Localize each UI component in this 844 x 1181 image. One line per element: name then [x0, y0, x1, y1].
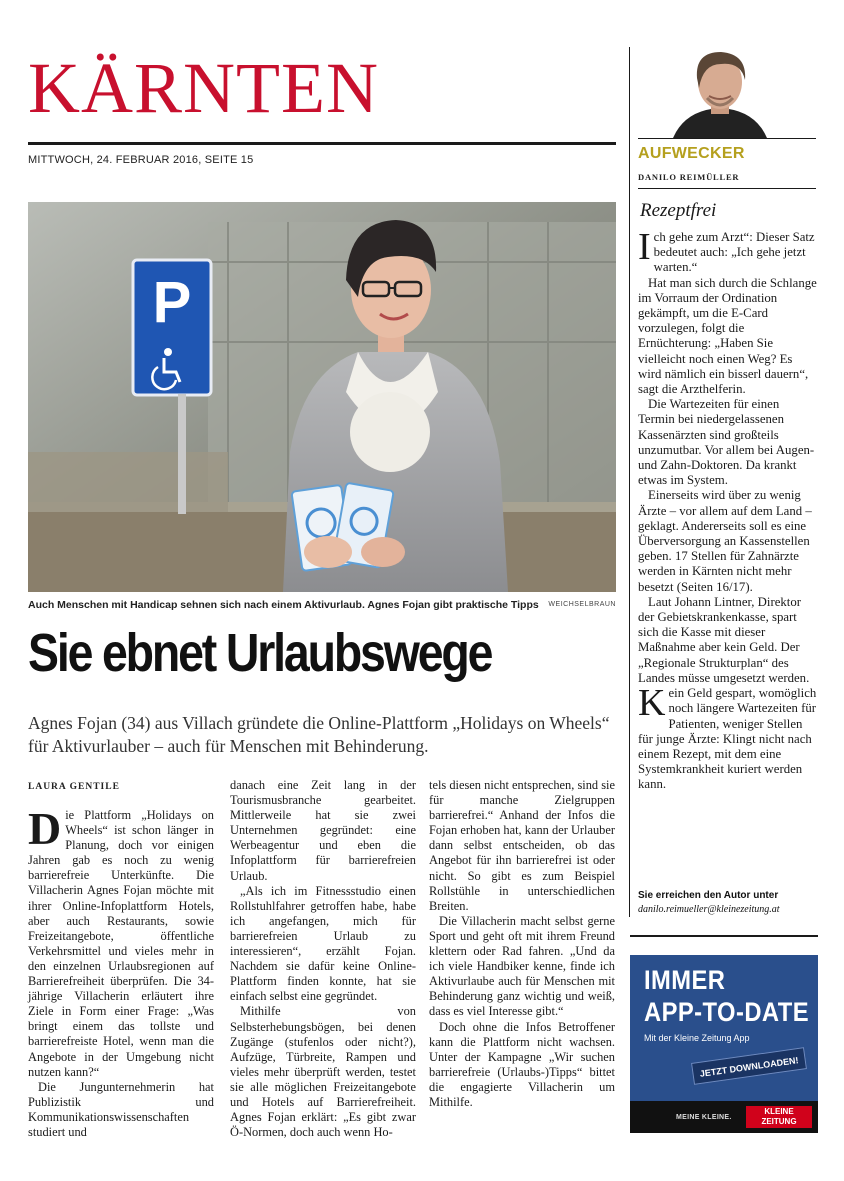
- ad-headline-2: APP-TO-DATE: [644, 997, 809, 1027]
- article-paragraph: Die Villacherin macht selbst gerne Sport und geht oft mit ihrem Freund klettern oder Rad fahren. „Und da ich viele Handbiker kenne, finde ich Aktivurlaube auch für Menschen mit Behinderung ganz wichtig und weiß, dass es viel Interesse gibt.“: [429, 913, 615, 1019]
- sidebar-closing-dropcap: K: [638, 682, 666, 725]
- article-lead: Agnes Fojan (34) aus Villach gründete die Online-Plattform „Holidays on Wheels“ für Aktivurlauber – auch für Menschen mit Behinderung.: [28, 713, 610, 756]
- app-advertisement[interactable]: [630, 955, 818, 1133]
- sidebar-body: [638, 226, 818, 793]
- article-paragraph: Doch ohne die Infos Betroffener kann die Plattform nicht wachsen. Unter der Kampagne „Wir suchen barrierefreie (Urlaubs-)Tipps“ bittet die engagierte Villacherin um Mithilfe.: [429, 1019, 615, 1109]
- article-paragraph: Die Plattform „Holidays on Wheels“ ist schon länger in Planung, doch vor einigen Jahren gab es noch zu wenig barrierefreie Unterkünfte. Die Villacherin Agnes Fojan möchte mit ihrer Online-Infoplattform Hotels, aber auch Restaurants, sowie Freizeitangebote, öffentliche Verkehrsmittel und vieles mehr in den einzelnen Urlaubsregionen auf Barrierefreiheit überprüfen. Die 34-jährige Villacherin erläutert ihre Ziele in Form einer Frage: „Was bringt einem das tollste und barrierefreiste Hotel, wenn man die Angebote in der Umgebung nicht nutzen kann?“: [28, 803, 214, 1079]
- article-paragraph: „Als ich im Fitnessstudio einen Rollstuhlfahrer getroffen habe, habe ich angefangen, mich für barrierefreien Urlaub zu interessieren“, erzählt Fojan. Nachdem sie dafür keine Online-Plattform finden konnte, hat sie einfach selbst eine gegründet.: [230, 883, 416, 1004]
- sidebar-paragraph: Einerseits wird über zu wenig Ärzte – vor allem auf dem Land – geklagt. Andererseits soll es eine Überversorgung an Kassenstellen geben. 17 Stellen für Zahnärzte werden in Kärnten nicht mehr besetzt (Seiten 16/17).: [638, 488, 812, 594]
- photo-credit: WEICHSELBRAUN: [548, 601, 616, 608]
- portrait-illustration: [665, 48, 775, 138]
- sidebar-paragraph: Ich gehe zum Arzt“: Dieser Satz bedeutet auch: „Ich gehe jetzt warten.“: [638, 226, 815, 275]
- masthead-rule: [28, 142, 616, 145]
- sidebar-paragraph: Kein Geld gespart, womöglich noch längere Wartezeiten für Patienten, weniger Stellen für junge Ärzte: Klingt nicht nach einem Rezept, mit dem eine Systemkrankheit kuriert werden kann.: [638, 682, 817, 792]
- photo-illustration: [28, 202, 616, 592]
- logo-line-1: KLEINE: [764, 1107, 794, 1116]
- masthead: KÄRNTEN: [28, 48, 379, 128]
- article-paragraph: danach eine Zeit lang in der Tourismusbranche gearbeitet. Mittlerweile hat sie zwei Unternehmen gegründet: eine Werbeagentur und eben die Infoplattform für barrierefreien Urlaub.: [230, 778, 416, 883]
- parking-sign-letter: P: [152, 270, 192, 335]
- article-paragraph: Mithilfe von Selbsterhebungsbögen, bei denen Zugänge (stufenlos oder nicht?), Aufzüge, Türbreite, Rampen und vieles mehr überprüft werden, testet sie alle möglichen Freizeitangebote und Hotels auf Barrierefreiheit. Agnes Fojan erklärt: „Es gibt zwar Ö-Normen, doch auch wenn Ho-: [230, 1004, 416, 1140]
- article-dropcap: D: [28, 803, 62, 854]
- article-column-2: [230, 778, 416, 1140]
- ad-subline: Mit der Kleine Zeitung App: [644, 1033, 750, 1043]
- dateline: MITTWOCH, 24. FEBRUAR 2016, SEITE 15: [28, 154, 254, 166]
- logo-line-2: ZEITUNG: [761, 1117, 797, 1126]
- sidebar-rule: [638, 138, 816, 139]
- sidebar-title: Rezeptfrei: [640, 200, 717, 221]
- sidebar-rule: [630, 935, 818, 937]
- ad-download-button[interactable]: JETZT DOWNLOADEN!: [691, 1047, 807, 1085]
- sidebar-dropcap: I: [638, 226, 651, 268]
- article-paragraph: tels diesen nicht entsprechen, sind sie für manche Zielgruppen barrierefrei.“ Anhand der Infos die Fojan erhoben hat, kann der Urlauber dann selbst entscheiden, ob das Angebot für ihn barrierefrei ist oder nicht. So gibt es zum Beispiel Rollstühle in unterschiedlichen Breiten.: [429, 778, 615, 913]
- sidebar-paragraph: Die Wartezeiten für einen Termin bei niedergelassenen Kassenärzten sind großteils unzumutbar. Vor allem bei Augen- und Zahn-Doktoren. Da krankt etwas im System.: [638, 397, 815, 488]
- article-author: LAURA GENTILE: [28, 782, 120, 792]
- article-paragraph: Die Jungunternehmerin hat Publizistik und Kommunikationswissenschaften studiert und: [28, 1079, 214, 1139]
- article-column-1: [28, 803, 214, 1139]
- article-headline: Sie ebnet Urlaubswege: [28, 623, 492, 683]
- column-divider: [629, 47, 630, 917]
- author-portrait: [665, 48, 775, 138]
- sidebar-contact: Sie erreichen den Autor unter: [638, 890, 779, 901]
- photo-caption: Auch Menschen mit Handicap sehnen sich nach einem Aktivurlaub. Agnes Fojan gibt praktische Tipps: [28, 599, 539, 611]
- article-column-3: [429, 778, 615, 1108]
- sidebar-author: DANILO REIMÜLLER: [638, 172, 740, 182]
- sidebar-email-link[interactable]: danilo.reimueller@kleinezeitung.at: [638, 904, 780, 915]
- sidebar-paragraph: Laut Johann Lintner, Direktor der Gebietskrankenkasse, spart sich die Kasse mit dieser Maßnahme aber kein Geld. Der „Regionale Strukturplan“ des Landes müsse umgesetzt werden.: [638, 594, 810, 685]
- sidebar-paragraph: Hat man sich durch die Schlange im Vorraum der Ordination gekämpft, um die E-Card vorzulegen, folgt die Ernüchterung: „Haben Sie vielleicht noch einen Weg? Es wird nämlich ein bisserl dauern“, sagt die Arzthelferin.: [638, 275, 817, 397]
- sidebar-rule: [638, 188, 816, 189]
- kleine-zeitung-logo: [746, 1106, 812, 1128]
- ad-slogan: MEINE KLEINE.: [676, 1114, 732, 1121]
- article-photo: [28, 202, 616, 592]
- ad-headline-1: IMMER: [644, 965, 726, 995]
- sidebar-kicker: AUFWECKER: [638, 145, 745, 162]
